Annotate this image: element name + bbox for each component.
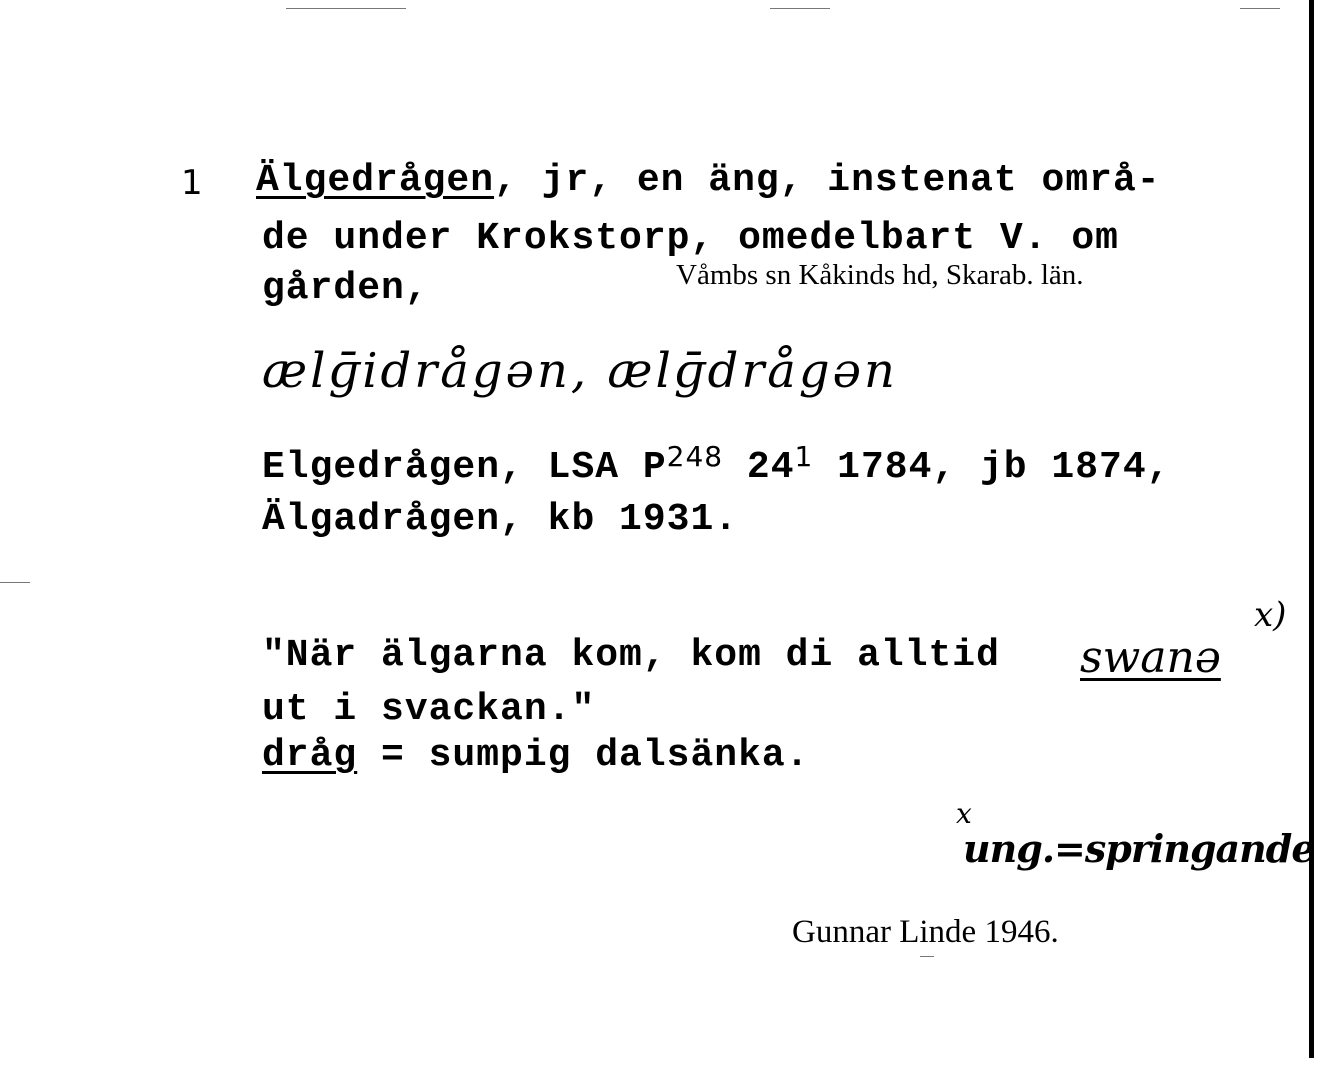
dialect-word-text: swanə xyxy=(1080,632,1221,683)
headword: Älgedrågen xyxy=(256,159,495,202)
quote-line-1: "När älgarna kom, kom di alltid xyxy=(262,634,1000,677)
scan-speck xyxy=(920,956,934,957)
scan-speck xyxy=(1240,8,1280,9)
scan-speck xyxy=(0,582,30,583)
entry-line-1 xyxy=(256,159,1161,202)
definition-word: dråg xyxy=(262,734,358,777)
quote-line-2: ut i svackan." xyxy=(262,688,596,731)
footnote-mark: x xyxy=(956,797,972,830)
location-stamp: Våmbs sn Kåkinds hd, Skarab. län. xyxy=(676,259,1084,291)
forms-line-2: Älgadrågen, kb 1931. xyxy=(262,498,739,541)
signature: Gunnar Linde 1946. xyxy=(792,914,1059,950)
forms-line-1 xyxy=(262,440,1171,489)
forms-sup-1: 248 xyxy=(666,440,724,473)
forms-line-1-b: 24 xyxy=(723,446,795,489)
entry-line-1-rest: , jr, en äng, instenat områ- xyxy=(494,159,1161,202)
pronunciation-handwritten: ælɡ̄idrågən, ælɡ̄drågən xyxy=(262,343,898,399)
scan-speck xyxy=(286,8,406,9)
definition-line xyxy=(262,734,810,777)
forms-sup-2: 1 xyxy=(794,440,814,473)
forms-line-1-a: Elgedrågen, LSA P xyxy=(262,446,667,489)
entry-line-2: de under Krokstorp, omedelbart V. om xyxy=(262,217,1119,260)
scan-speck xyxy=(770,8,830,9)
definition-text: = sumpig dalsänka. xyxy=(357,734,810,777)
footnote-handwritten: ung.=springande xyxy=(963,826,1315,871)
card-number: 1 xyxy=(181,163,203,203)
entry-line-3: gården, xyxy=(262,267,429,310)
quote-dialect-word xyxy=(1080,632,1221,683)
forms-line-1-c: 1784, jb 1874, xyxy=(813,446,1171,489)
card-edge-line xyxy=(1309,0,1314,1058)
quote-footnote-mark: x) xyxy=(1254,595,1287,635)
